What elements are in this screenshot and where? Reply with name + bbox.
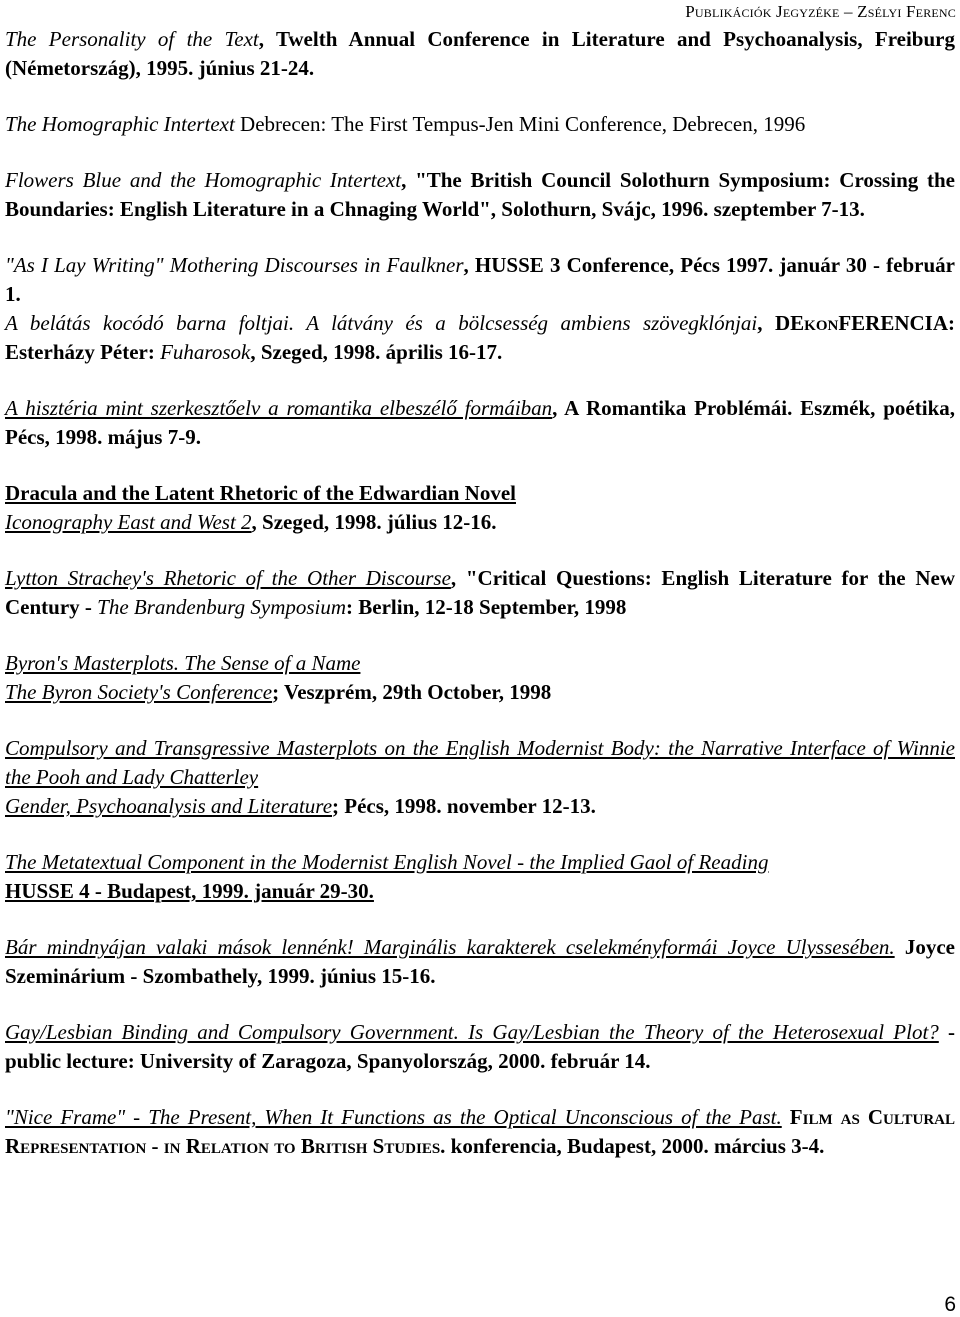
item-subtitle: A látvány és a bölcsesség ambiens szövegklónjai xyxy=(294,311,758,335)
item-details: , Twelth Annual Conference in Literature and Psychoanalysis, Freiburg (Németország), 1995. június 21-24. xyxy=(5,27,955,80)
item-smallcaps: EkonFERENCIA xyxy=(790,311,948,335)
item-details: Debrecen: The First Tempus-Jen Mini Conference, Debrecen, 1996 xyxy=(234,112,806,136)
item-smallcaps: Film as Cultural Representation - in Relation to British Studies. xyxy=(5,1105,955,1158)
item-title: Dracula and the Latent Rhetoric of the Edwardian Novel xyxy=(5,481,516,505)
list-item xyxy=(5,564,955,622)
item-title: Lytton Strachey's Rhetoric of the Other Discourse xyxy=(5,566,451,590)
list-item xyxy=(5,649,955,707)
item-details-end: : Berlin, 12-18 September, 1998 xyxy=(346,595,627,619)
item-title: Bár mindnyájan valaki mások lennénk! Marginális karakterek cselekményformái Joyce Ulyssesében. xyxy=(5,935,895,959)
page-number: 6 xyxy=(944,1293,956,1316)
running-header: Publikációk Jegyzéke – Zsélyi Ferenc xyxy=(685,2,956,21)
item-details: ; Pécs, 1998. november 12-13. xyxy=(332,794,596,818)
item-venue: The Byron Society's Conference xyxy=(5,680,273,704)
list-item xyxy=(5,1103,955,1161)
item-details: , Szeged, 1998. július 12-16. xyxy=(251,510,497,534)
item-mid: : Esterházy Péter: xyxy=(5,311,955,364)
list-item xyxy=(5,166,955,224)
item-title: A hisztéria mint szerkesztőelv a romantika elbeszélő formáiban xyxy=(5,396,553,420)
item-title: A belátás kocódó barna foltjai. xyxy=(5,311,295,335)
item-title: Flowers Blue and the Homographic Intertext xyxy=(5,168,402,192)
list-item xyxy=(5,933,955,991)
item-details: , "The British Council Solothurn Symposium: Crossing the Boundaries: English Literature in a Chnaging World", Solothurn, Svájc, 1996. szeptember 7-13. xyxy=(5,168,955,221)
item-details: , Szeged, 1998. április 16-17. xyxy=(250,340,503,364)
item-title: Gay/Lesbian Binding and Compulsory Government. Is Gay/Lesbian the Theory of the Heterosexual Plot? xyxy=(5,1020,939,1044)
list-item xyxy=(5,25,955,83)
item-title: The Personality of the Text xyxy=(5,27,259,51)
list-item xyxy=(5,734,955,821)
list-item xyxy=(5,309,955,367)
item-details: , HUSSE 3 Conference, Pécs 1997. január 30 - február 1. xyxy=(5,253,955,306)
item-prefix: , D xyxy=(757,311,791,335)
item-title: The Metatextual Component in the Modernist English Novel - the Implied Gaol of Reading xyxy=(5,850,769,874)
list-item xyxy=(5,251,955,309)
item-details: ; Veszprém, 29th October, 1998 xyxy=(272,680,552,704)
item-venue: Iconography East and West 2 xyxy=(5,510,252,534)
item-details: konferencia, Budapest, 2000. március 3-4. xyxy=(445,1134,825,1158)
item-title: "As I Lay Writing" Mothering Discourses in Faulkner xyxy=(5,253,464,277)
item-title: The Homographic Intertext xyxy=(5,112,235,136)
list-item xyxy=(5,479,955,537)
item-title: Compulsory and Transgressive Masterplots on the English Modernist Body: the Narrative Interface of Winnie the Pooh and Lady Chatterley xyxy=(5,736,955,789)
item-details: HUSSE 4 - Budapest, 1999. január 29-30. xyxy=(5,879,374,903)
item-title: Byron's Masterplots. The Sense of a Name xyxy=(5,651,361,675)
list-item xyxy=(5,110,955,139)
item-title: "Nice Frame" - The Present, When It Functions as the Optical Unconscious of the Past. xyxy=(5,1105,782,1129)
item-details: , "Critical Questions: English Literature for the New Century - xyxy=(5,566,955,619)
item-details: - public lecture: University of Zaragoza, Spanyolország, 2000. február 14. xyxy=(5,1020,955,1073)
list-item xyxy=(5,1018,955,1076)
item-venue: Gender, Psychoanalysis and Literature xyxy=(5,794,333,818)
list-item xyxy=(5,394,955,452)
publication-list xyxy=(5,25,955,1161)
item-details: Joyce Szeminárium - Szombathely, 1999. június 15-16. xyxy=(5,935,955,988)
item-venue: The Brandenburg Symposium xyxy=(97,595,347,619)
list-item xyxy=(5,848,955,906)
item-details: , A Romantika Problémái. Eszmék, poétika, Pécs, 1998. május 7-9. xyxy=(5,396,955,449)
item-book: Fuharosok xyxy=(160,340,251,364)
